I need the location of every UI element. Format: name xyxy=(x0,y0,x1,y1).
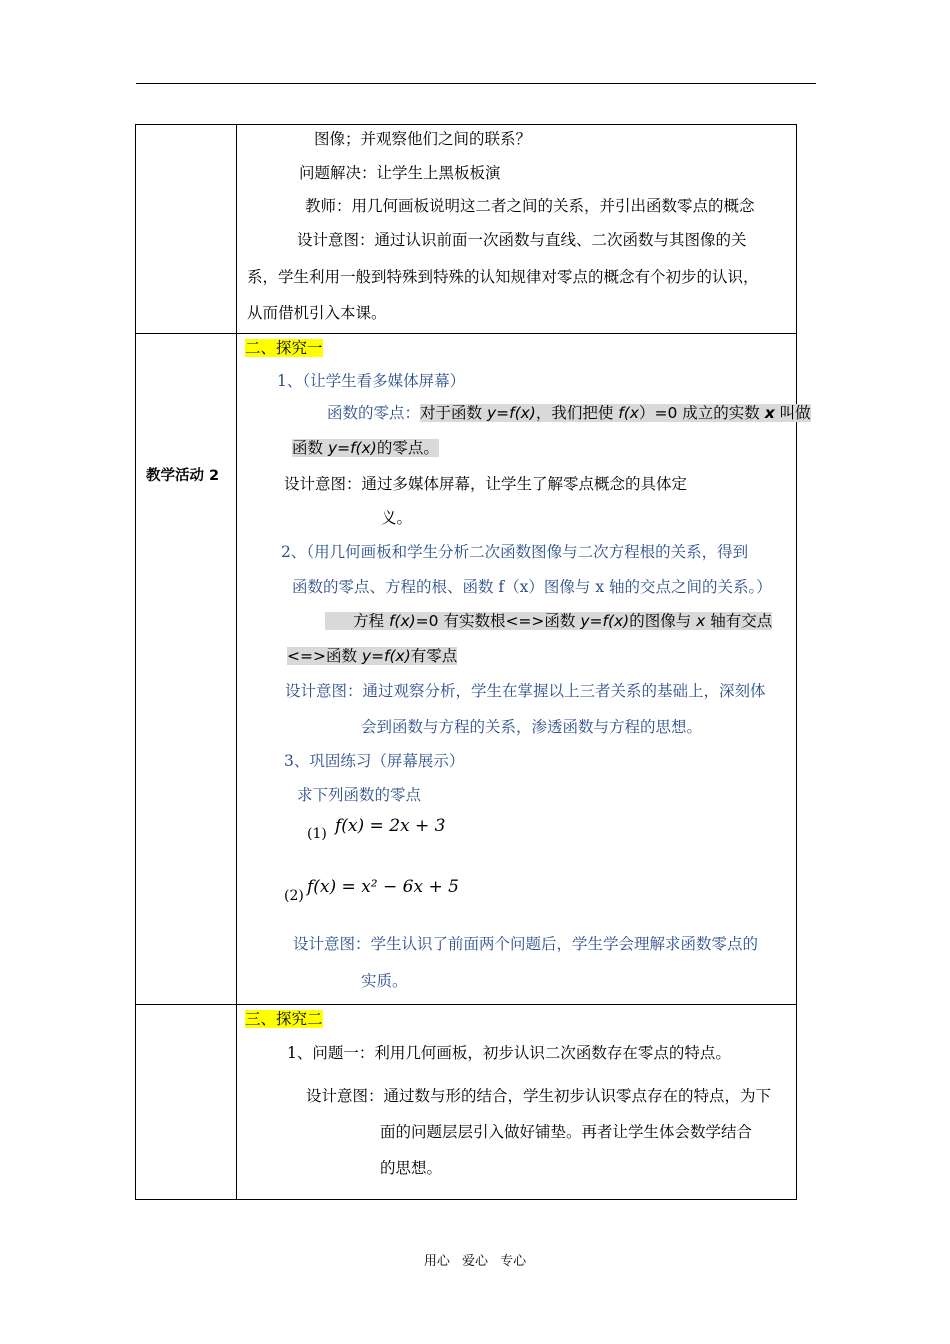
page-footer: 用心 爱心 专心 xyxy=(423,1254,527,1269)
list-item: 3、巩固练习（屏幕展示） xyxy=(284,752,465,770)
formula-2: f(x) = x² − 6x + 5 xyxy=(307,877,459,897)
text-line: 设计意图：学生认识了前面两个问题后，学生学会理解求函数零点的 xyxy=(293,935,759,953)
row-content-cell xyxy=(237,125,797,334)
text-line: 设计意图：通过多媒体屏幕，让学生了解零点概念的具体定 xyxy=(284,475,688,493)
problem-number: (2) xyxy=(284,888,304,904)
equivalence-line: 方程 f(x)=0 有实数根<=>函数 y=f(x)的图像与 x 轴有交点 xyxy=(325,611,772,631)
row-label-cell xyxy=(136,334,237,1005)
text-line: 从而借机引入本课。 xyxy=(247,304,387,322)
definition-line: 函数的零点：对于函数 y=f(x)，我们把使 f(x）=0 成立的实数 x 叫做 xyxy=(327,404,811,422)
list-item: 2、（用几何画板和学生分析二次函数图像与二次方程根的关系，得到 xyxy=(281,543,749,561)
lesson-plan-table xyxy=(135,124,811,1200)
list-item: 1、（让学生看多媒体屏幕） xyxy=(277,372,466,390)
text-line: 系，学生利用一般到特殊到特殊的认知规律对零点的概念有个初步的认识， xyxy=(247,268,759,286)
text-line: 设计意图：通过数与形的结合，学生初步认识零点存在的特点，为下 xyxy=(306,1087,772,1105)
formula-1: f(x) = 2x + 3 xyxy=(335,816,446,836)
row-content-cell xyxy=(237,334,811,1005)
text-line: 设计意图：通过认识前面一次函数与直线、二次函数与其图像的关 xyxy=(297,231,747,249)
table-row xyxy=(136,334,797,1005)
section-heading: 二、探究一 xyxy=(245,339,323,357)
row-label-cell xyxy=(136,125,237,334)
section-heading: 三、探究二 xyxy=(245,1010,323,1028)
text-line: 问题解决：让学生上黑板板演 xyxy=(299,164,501,182)
text-line: 面的问题层层引入做好铺垫。再者让学生体会数学结合 xyxy=(380,1123,753,1141)
list-item: 函数的零点、方程的根、函数 f（x）图像与 x 轴的交点之间的关系。） xyxy=(292,578,772,596)
problem-number: (1) xyxy=(307,826,327,842)
text-line: 义。 xyxy=(381,509,413,527)
equivalence-line: <=>函数 y=f(x)有零点 xyxy=(287,647,458,665)
row-label-cell xyxy=(136,1005,237,1200)
table-row xyxy=(136,125,797,334)
text-line: 设计意图：通过观察分析，学生在掌握以上三者关系的基础上，深刻体 xyxy=(285,682,766,700)
text-line: 的思想。 xyxy=(380,1159,443,1177)
text-line: 图像；并观察他们之间的联系？ xyxy=(314,130,532,148)
text-line: 实质。 xyxy=(361,972,408,990)
definition-line: 函数 y=f(x)的零点。 xyxy=(292,439,439,457)
activity-label: 教学活动 2 xyxy=(146,468,220,484)
text-line: 求下列函数的零点 xyxy=(297,786,422,804)
text-line: 会到函数与方程的关系，渗透函数与方程的思想。 xyxy=(361,718,703,736)
row-content-cell xyxy=(237,1005,797,1200)
text-line: 教师：用几何画板说明这二者之间的关系，并引出函数零点的概念 xyxy=(305,197,755,215)
list-item: 1、问题一：利用几何画板，初步认识二次函数存在零点的特点。 xyxy=(287,1044,731,1062)
header-rule xyxy=(136,83,816,84)
table-row xyxy=(136,1005,797,1200)
